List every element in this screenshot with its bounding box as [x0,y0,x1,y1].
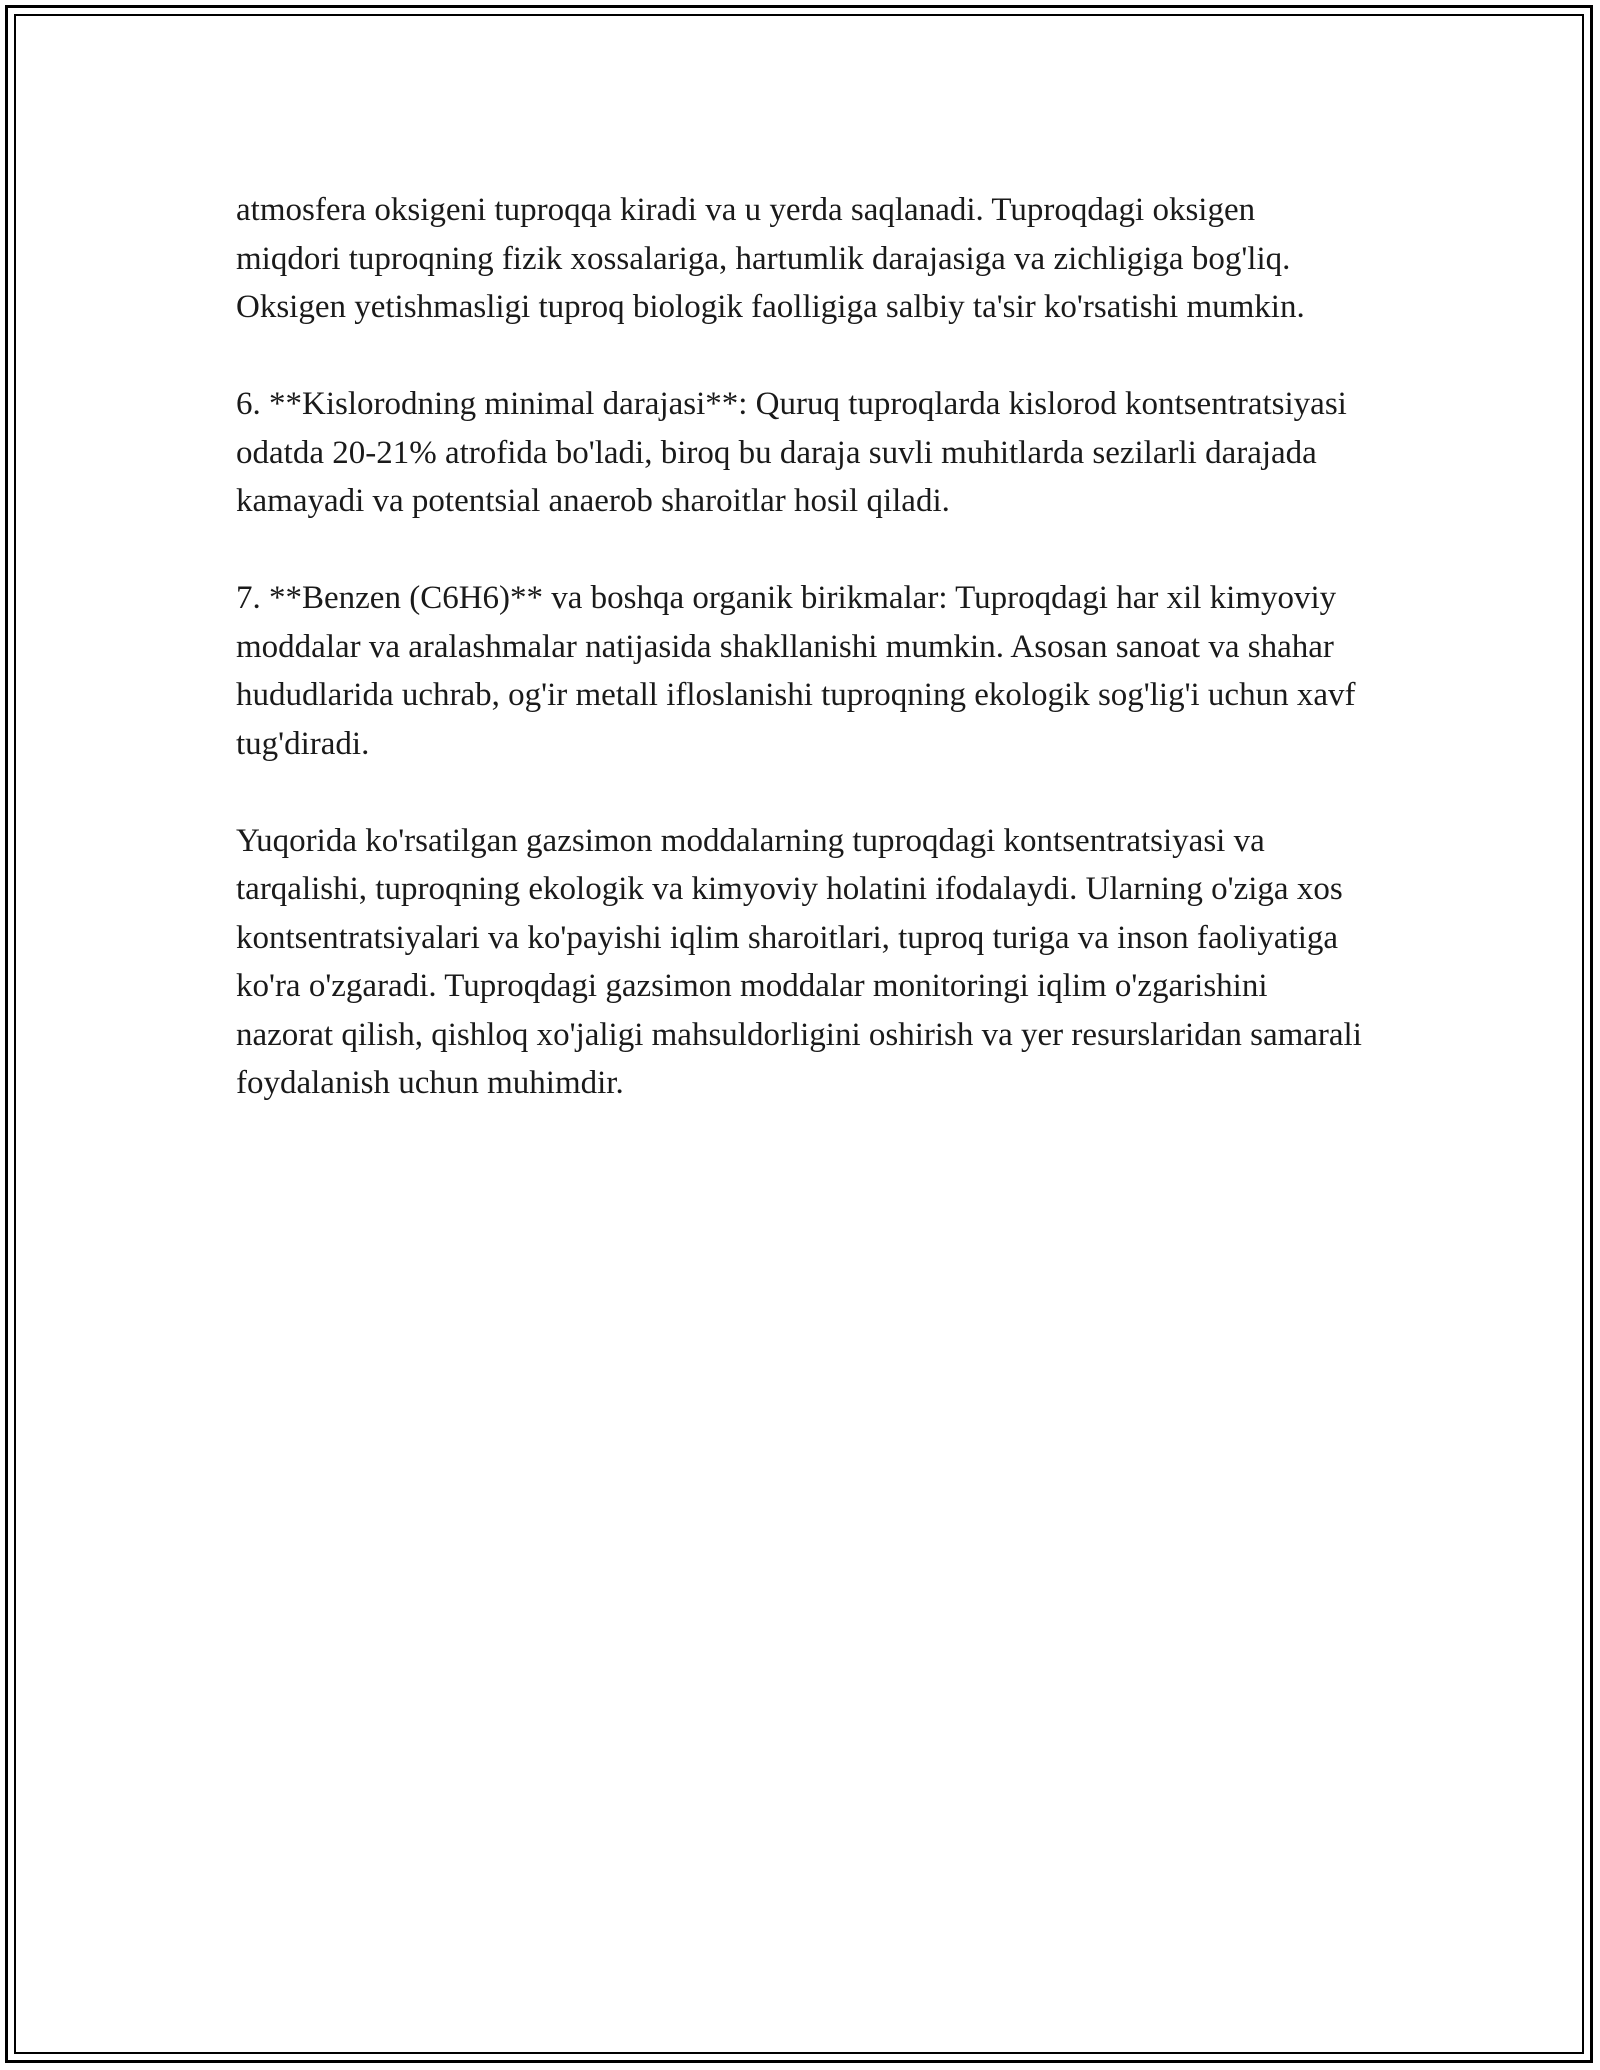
paragraph-item-7-benzene: 7. **Benzen (C6H6)** va boshqa organik birikmalar: Tuproqdagi har xil kimyoviy moddalar va aralashmalar natijasida shakllanishi mumkin. Asosan sanoat va shahar hududlarida uchrab, og'ir metall ifloslanishi tuproqning ekologik sog'lig'i uchun xavf tug'diradi. [236,580,1356,762]
paragraph-item-6-oxygen-level: 6. **Kislorodning minimal darajasi**: Quruq tuproqlarda kislorod kontsentratsiyasi odatda 20-21% atrofida bo'ladi, biroq bu daraja suvli muhitlarda sezilarli darajada kamayadi va potentsial anaerob sharoitlar hosil qiladi. [236,386,1347,519]
document-body [236,186,1366,1156]
paragraph-oxygen-continuation: atmosfera oksigeni tuproqqa kiradi va u yerda saqlanadi. Tuproqdagi oksigen miqdori tuproqning fizik xossalariga, hartumlik darajasiga va zichligiga bog'liq. Oksigen yetishmasligi tuproq biologik faolligiga salbiy ta'sir ko'rsatishi mumkin. [236,192,1305,325]
paragraph-conclusion: Yuqorida ko'rsatilgan gazsimon moddalarning tuproqdagi kontsentratsiyasi va tarqalishi, tuproqning ekologik va kimyoviy holatini ifodalaydi. Ularning o'ziga xos kontsentratsiyalari va ko'payishi iqlim sharoitlari, tuproq turiga va inson faoliyatiga ko'ra o'zgaradi. Tuproqdagi gazsimon moddalar monitoringi iqlim o'zgarishini nazorat qilish, qishloq xo'jaligi mahsuldorligini oshirish va yer resurslaridan samarali foydalanish uchun muhimdir. [236,822,1362,1101]
